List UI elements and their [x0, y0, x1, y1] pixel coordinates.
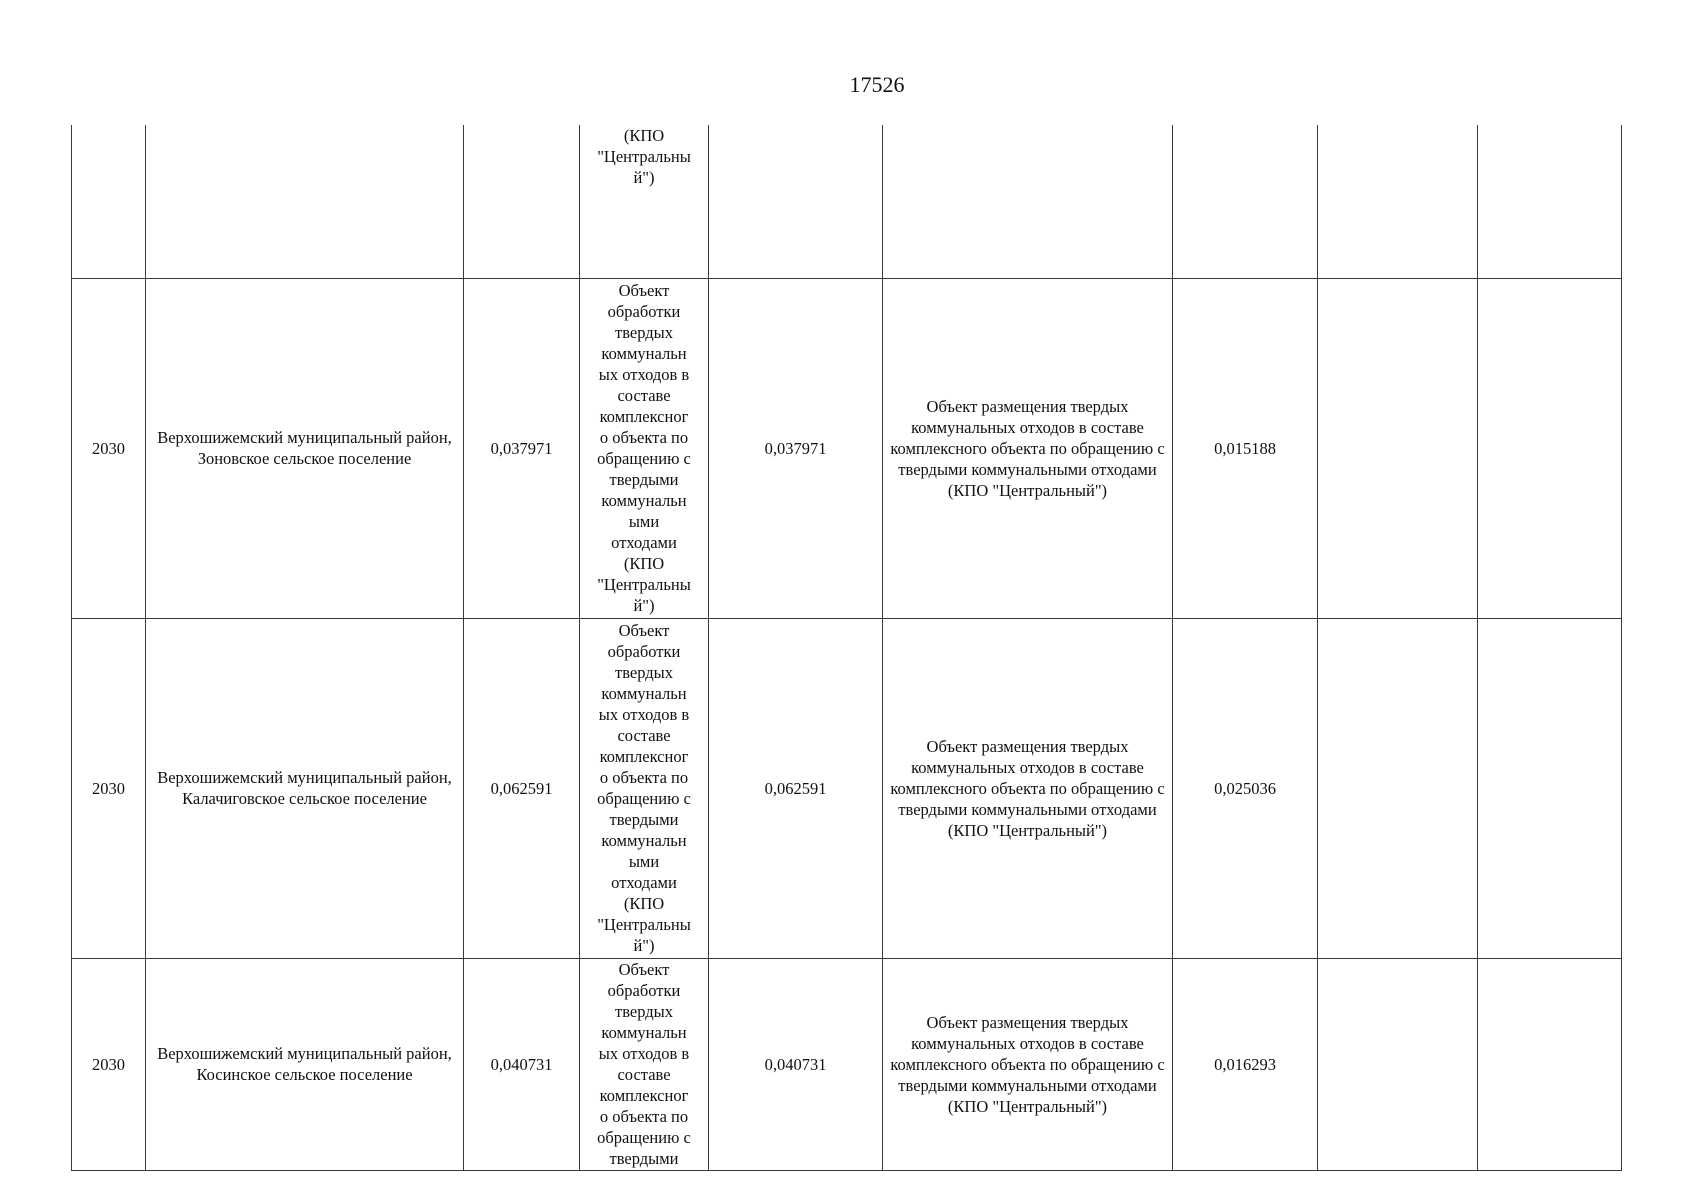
processed-mass-cell: 0,062591	[709, 618, 883, 958]
table-row	[72, 618, 1622, 958]
processing-object-cell	[580, 125, 709, 278]
processed-mass-cell	[709, 125, 883, 278]
processed-mass-cell: 0,040731	[709, 958, 883, 1170]
disposal-object-cell	[883, 125, 1173, 278]
processing-object-cell	[580, 958, 709, 1170]
processing-object-text: Объект обработки твердых коммунальн ых отходов в составе комплексног о объекта по обращению с твердыми коммунальн ыми отходами (КПО "Центральны й")	[597, 281, 691, 615]
disposal-object-cell: Объект размещения твердых коммунальных отходов в составе комплексного объекта по обращению с твердыми коммунальными отходами (КПО "Центральный")	[883, 278, 1173, 618]
empty-cell	[1318, 618, 1478, 958]
processing-object-text: Объект обработки твердых коммунальн ых отходов в составе комплексног о объекта по обращению с твердыми	[597, 959, 691, 1168]
processing-object-text: (КПО "Центральны й")	[597, 126, 691, 187]
processing-object-text: Объект обработки твердых коммунальн ых отходов в составе комплексног о объекта по обращению с твердыми коммунальн ыми отходами (КПО "Центральны й")	[597, 621, 691, 955]
empty-cell	[1478, 278, 1622, 618]
disposal-mass-cell: 0,016293	[1173, 958, 1318, 1170]
waste-mass-cell	[464, 125, 580, 278]
disposal-mass-cell	[1173, 125, 1318, 278]
year-cell: 2030	[72, 278, 146, 618]
table-row	[72, 958, 1622, 1170]
waste-mass-cell: 0,037971	[464, 278, 580, 618]
page-number: 17526	[849, 72, 905, 97]
document-table-container	[71, 125, 1621, 1171]
empty-cell	[1318, 125, 1478, 278]
year-cell	[72, 125, 146, 278]
empty-cell	[1478, 958, 1622, 1170]
empty-cell	[1478, 125, 1622, 278]
disposal-mass-cell: 0,015188	[1173, 278, 1318, 618]
empty-cell	[1318, 278, 1478, 618]
waste-flow-table	[71, 125, 1622, 1171]
empty-cell	[1478, 618, 1622, 958]
territory-cell: Верхошижемский муниципальный район, Зоновское сельское поселение	[146, 278, 464, 618]
year-cell: 2030	[72, 618, 146, 958]
territory-cell: Верхошижемский муниципальный район, Калачиговское сельское поселение	[146, 618, 464, 958]
year-cell: 2030	[72, 958, 146, 1170]
waste-mass-cell: 0,040731	[464, 958, 580, 1170]
territory-cell	[146, 125, 464, 278]
disposal-object-cell: Объект размещения твердых коммунальных отходов в составе комплексного объекта по обращению с твердыми коммунальными отходами (КПО "Центральный")	[883, 958, 1173, 1170]
territory-cell: Верхошижемский муниципальный район, Косинское сельское поселение	[146, 958, 464, 1170]
table-row	[72, 125, 1622, 278]
disposal-object-cell: Объект размещения твердых коммунальных отходов в составе комплексного объекта по обращению с твердыми коммунальными отходами (КПО "Центральный")	[883, 618, 1173, 958]
table-row	[72, 278, 1622, 618]
processing-object-cell	[580, 618, 709, 958]
empty-cell	[1318, 958, 1478, 1170]
waste-mass-cell: 0,062591	[464, 618, 580, 958]
processed-mass-cell: 0,037971	[709, 278, 883, 618]
processing-object-cell	[580, 278, 709, 618]
disposal-mass-cell: 0,025036	[1173, 618, 1318, 958]
